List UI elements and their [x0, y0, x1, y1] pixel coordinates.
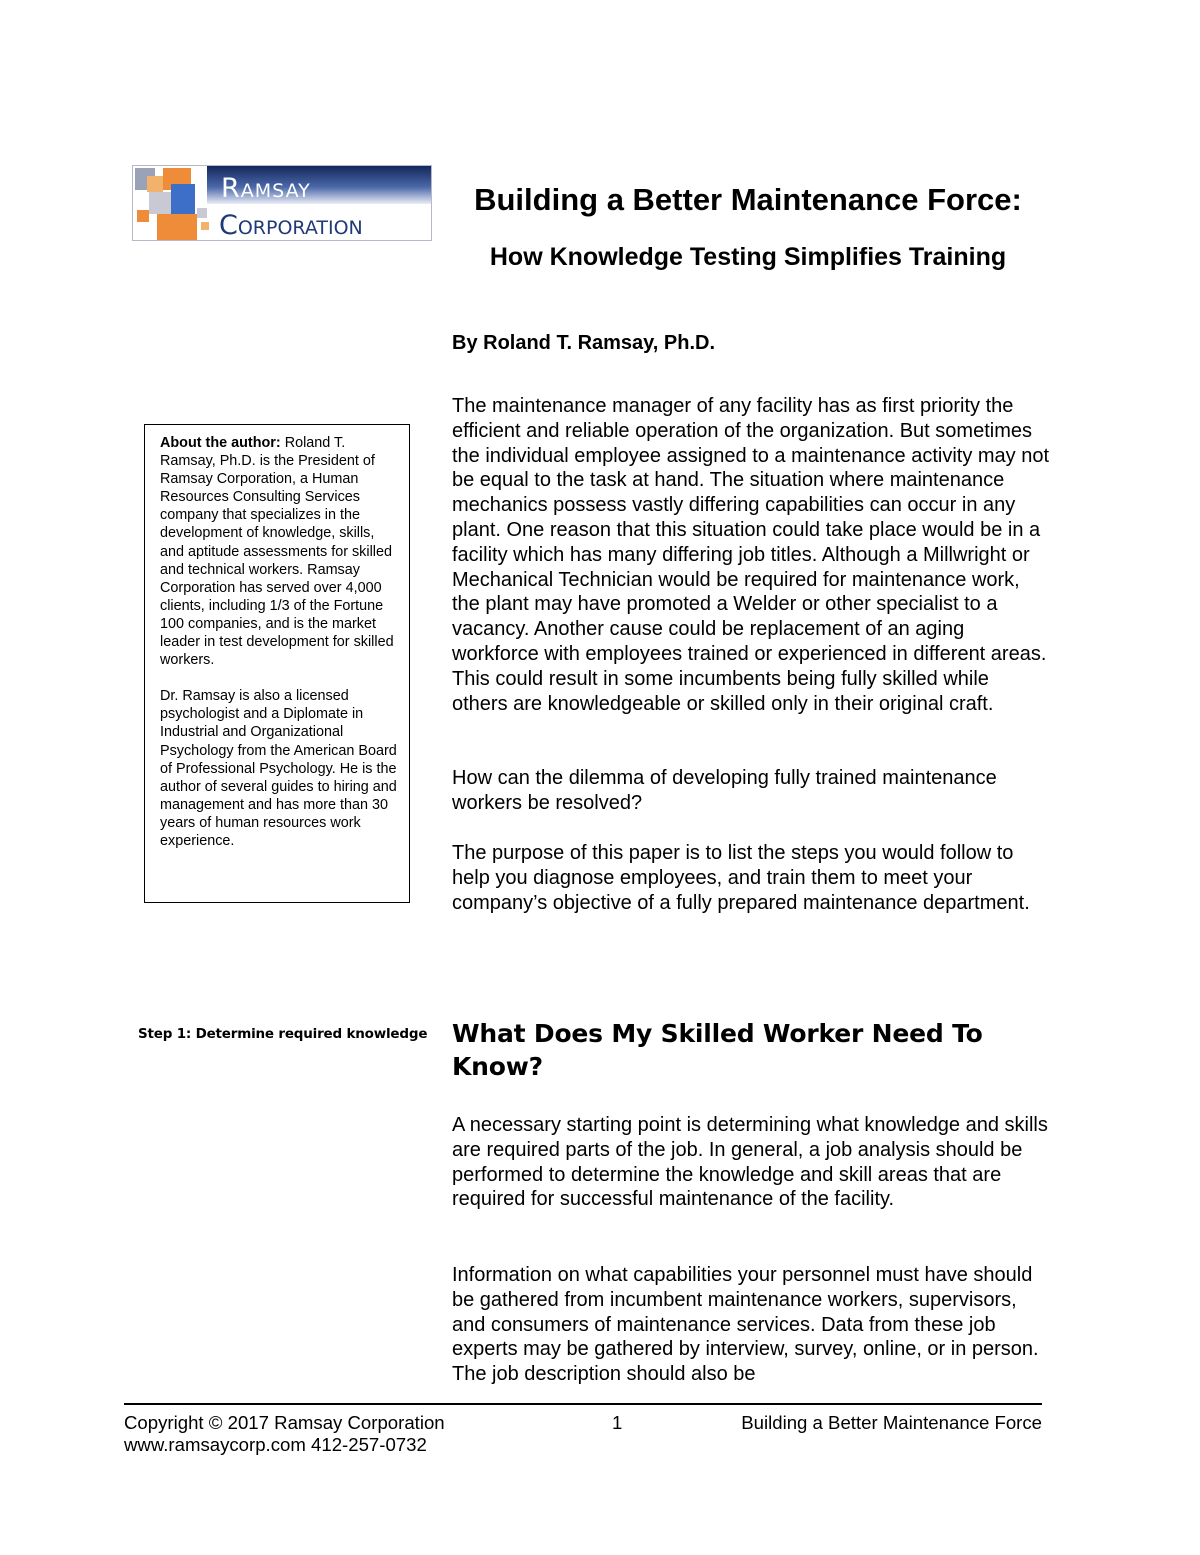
author-bio-text: Roland T. Ramsay, Ph.D. is the President of Ramsay Corporation, a Human Resources Consulting Services company that specializes in the development of knowledge, skills, and aptitude assessments for skilled and technical workers. Ramsay Corporation has served over 4,000 clients, including 1/3 of the Fortune 100 companies, and is the market leader in test development for skilled workers.	[160, 435, 394, 669]
footer-running-title: Building a Better Maintenance Force	[741, 1412, 1042, 1433]
purpose-paragraph: The purpose of this paper is to list the steps you would follow to help you diagnose employees, and train them to meet your company’s objective of a fully prepared maintenance department.	[452, 842, 1030, 914]
document-title: Building a Better Maintenance Force:	[474, 182, 1022, 217]
step-1-label: Step 1: Determine required knowledge	[138, 1026, 428, 1042]
document-subtitle: How Knowledge Testing Simplifies Training	[489, 243, 1007, 271]
logo-line2: Corporation	[219, 210, 363, 240]
footer-copyright: Copyright © 2017 Ramsay Corporation	[124, 1412, 445, 1433]
author-sidebar	[144, 424, 410, 903]
author-bio	[160, 434, 399, 669]
logo-line1: Ramsay	[221, 173, 311, 204]
author-label: About the author:	[160, 435, 281, 451]
company-logo	[132, 165, 432, 241]
section-heading: What Does My Skilled Worker Need To Know?	[452, 1019, 983, 1081]
section-paragraph-2: Information on what capabilities your personnel must have should be gathered from incumbent maintenance workers, supervisors, and consumers of maintenance services. Data from these job experts may be gathered by interview, survey, online, or in person. The job description should also be	[452, 1264, 1039, 1386]
section-paragraph-1: A necessary starting point is determining what knowledge and skills are required parts of the job. In general, a job analysis should be performed to determine the knowledge and skill areas that are required for successful maintenance of the facility.	[452, 1114, 1048, 1211]
question-paragraph: How can the dilemma of developing fully trained maintenance workers be resolved?	[452, 767, 997, 814]
byline: By Roland T. Ramsay, Ph.D.	[452, 332, 716, 354]
page-number: 1	[612, 1412, 623, 1433]
footer-left	[124, 1412, 445, 1456]
footer-divider	[124, 1403, 1042, 1405]
intro-paragraph: The maintenance manager of any facility has as first priority the efficient and reliable operation of the organization. But sometimes the individual employee assigned to a maintenance activity may not be equal to the task at hand. The situation where maintenance mechanics possess vastly differing capabilities can occur in any plant. One reason that this situation could take place would be in a facility which has many differing job titles. Although a Millwright or Mechanical Technician would be required for maintenance work, the plant may have promoted a Welder or other specialist to a vacancy. Another cause could be replacement of an aging workforce with employees trained or experienced in different areas. This could result in some incumbents being fully skilled while others are knowledgeable or skilled only in their original craft.	[452, 395, 1050, 715]
author-bio-2: Dr. Ramsay is also a licensed psychologist and a Diplomate in Industrial and Organizational Psychology from the American Board of Professional Psychology. He is the author of several guides to hiring and management and has more than 30 years of human resources work experience.	[160, 688, 397, 849]
footer-contact: www.ramsaycorp.com 412-257-0732	[124, 1434, 427, 1455]
